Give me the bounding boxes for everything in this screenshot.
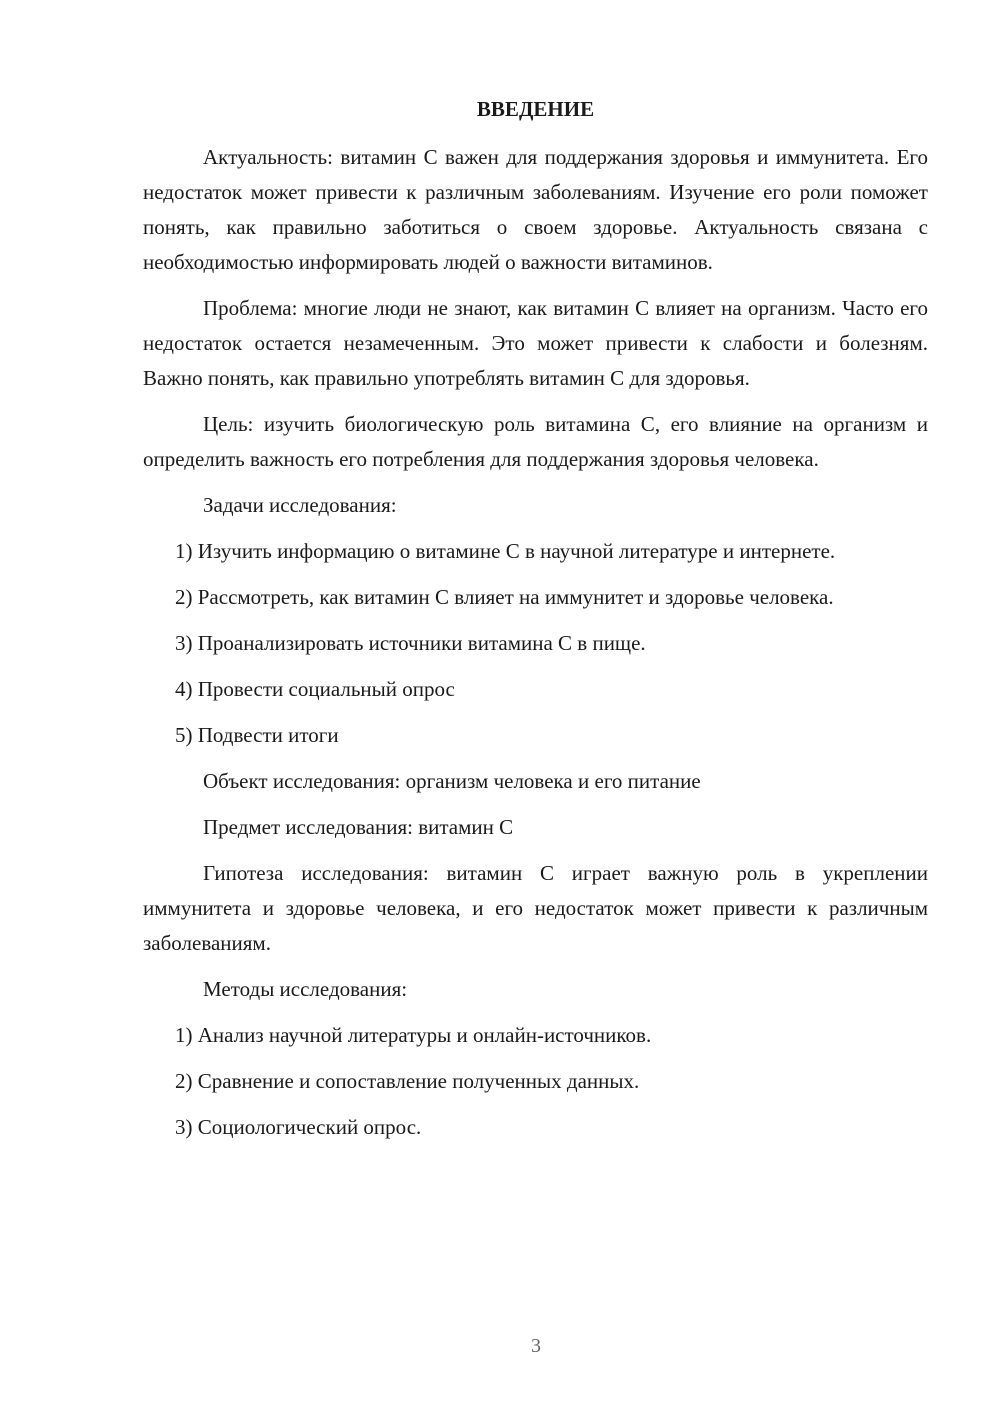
list-item: 2) Рассмотреть, как витамин С влияет на иммунитет и здоровье человека. <box>175 585 834 609</box>
list-item: 2) Сравнение и сопоставление полученных данных. <box>175 1069 640 1093</box>
paragraph: Цель: изучить биологическую роль витамина С, его влияние на организм и определить важность его потребления для поддержания здоровья человека. <box>143 412 928 471</box>
document-page <box>143 92 928 1156</box>
paragraph: Предмет исследования: витамин С <box>203 815 514 839</box>
page-number: 3 <box>531 1335 541 1357</box>
list-item: 1) Анализ научной литературы и онлайн-источников. <box>175 1023 652 1047</box>
list-item: 3) Социологический опрос. <box>175 1115 422 1139</box>
paragraph: Актуальность: витамин С важен для поддержания здоровья и иммунитета. Его недостаток может привести к различным заболеваниям. Изучение его роли поможет понять, как правильно заботиться о своем здоровье. Актуальность связана с необходимостью информировать людей о важности витаминов. <box>143 145 928 274</box>
page-title: ВВЕДЕНИЕ <box>476 97 595 121</box>
list-item: 5) Подвести итоги <box>175 723 339 747</box>
list-item: 1) Изучить информацию о витамине С в научной литературе и интернете. <box>175 539 836 563</box>
list-item: 4) Провести социальный опрос <box>175 677 455 701</box>
document-body <box>143 140 928 1145</box>
paragraph: Методы исследования: <box>203 977 408 1001</box>
paragraph: Объект исследования: организм человека и его питание <box>203 769 701 793</box>
paragraph: Задачи исследования: <box>203 493 397 517</box>
paragraph: Гипотеза исследования: витамин С играет важную роль в укреплении иммунитета и здоровье человека, и его недостаток может привести к различным заболеваниям. <box>143 861 928 955</box>
paragraph: Проблема: многие люди не знают, как витамин С влияет на организм. Часто его недостаток остается незамеченным. Это может привести к слабости и болезням. Важно понять, как правильно употреблять витамин С для здоровья. <box>143 296 928 390</box>
list-item: 3) Проанализировать источники витамина С в пище. <box>175 631 646 655</box>
